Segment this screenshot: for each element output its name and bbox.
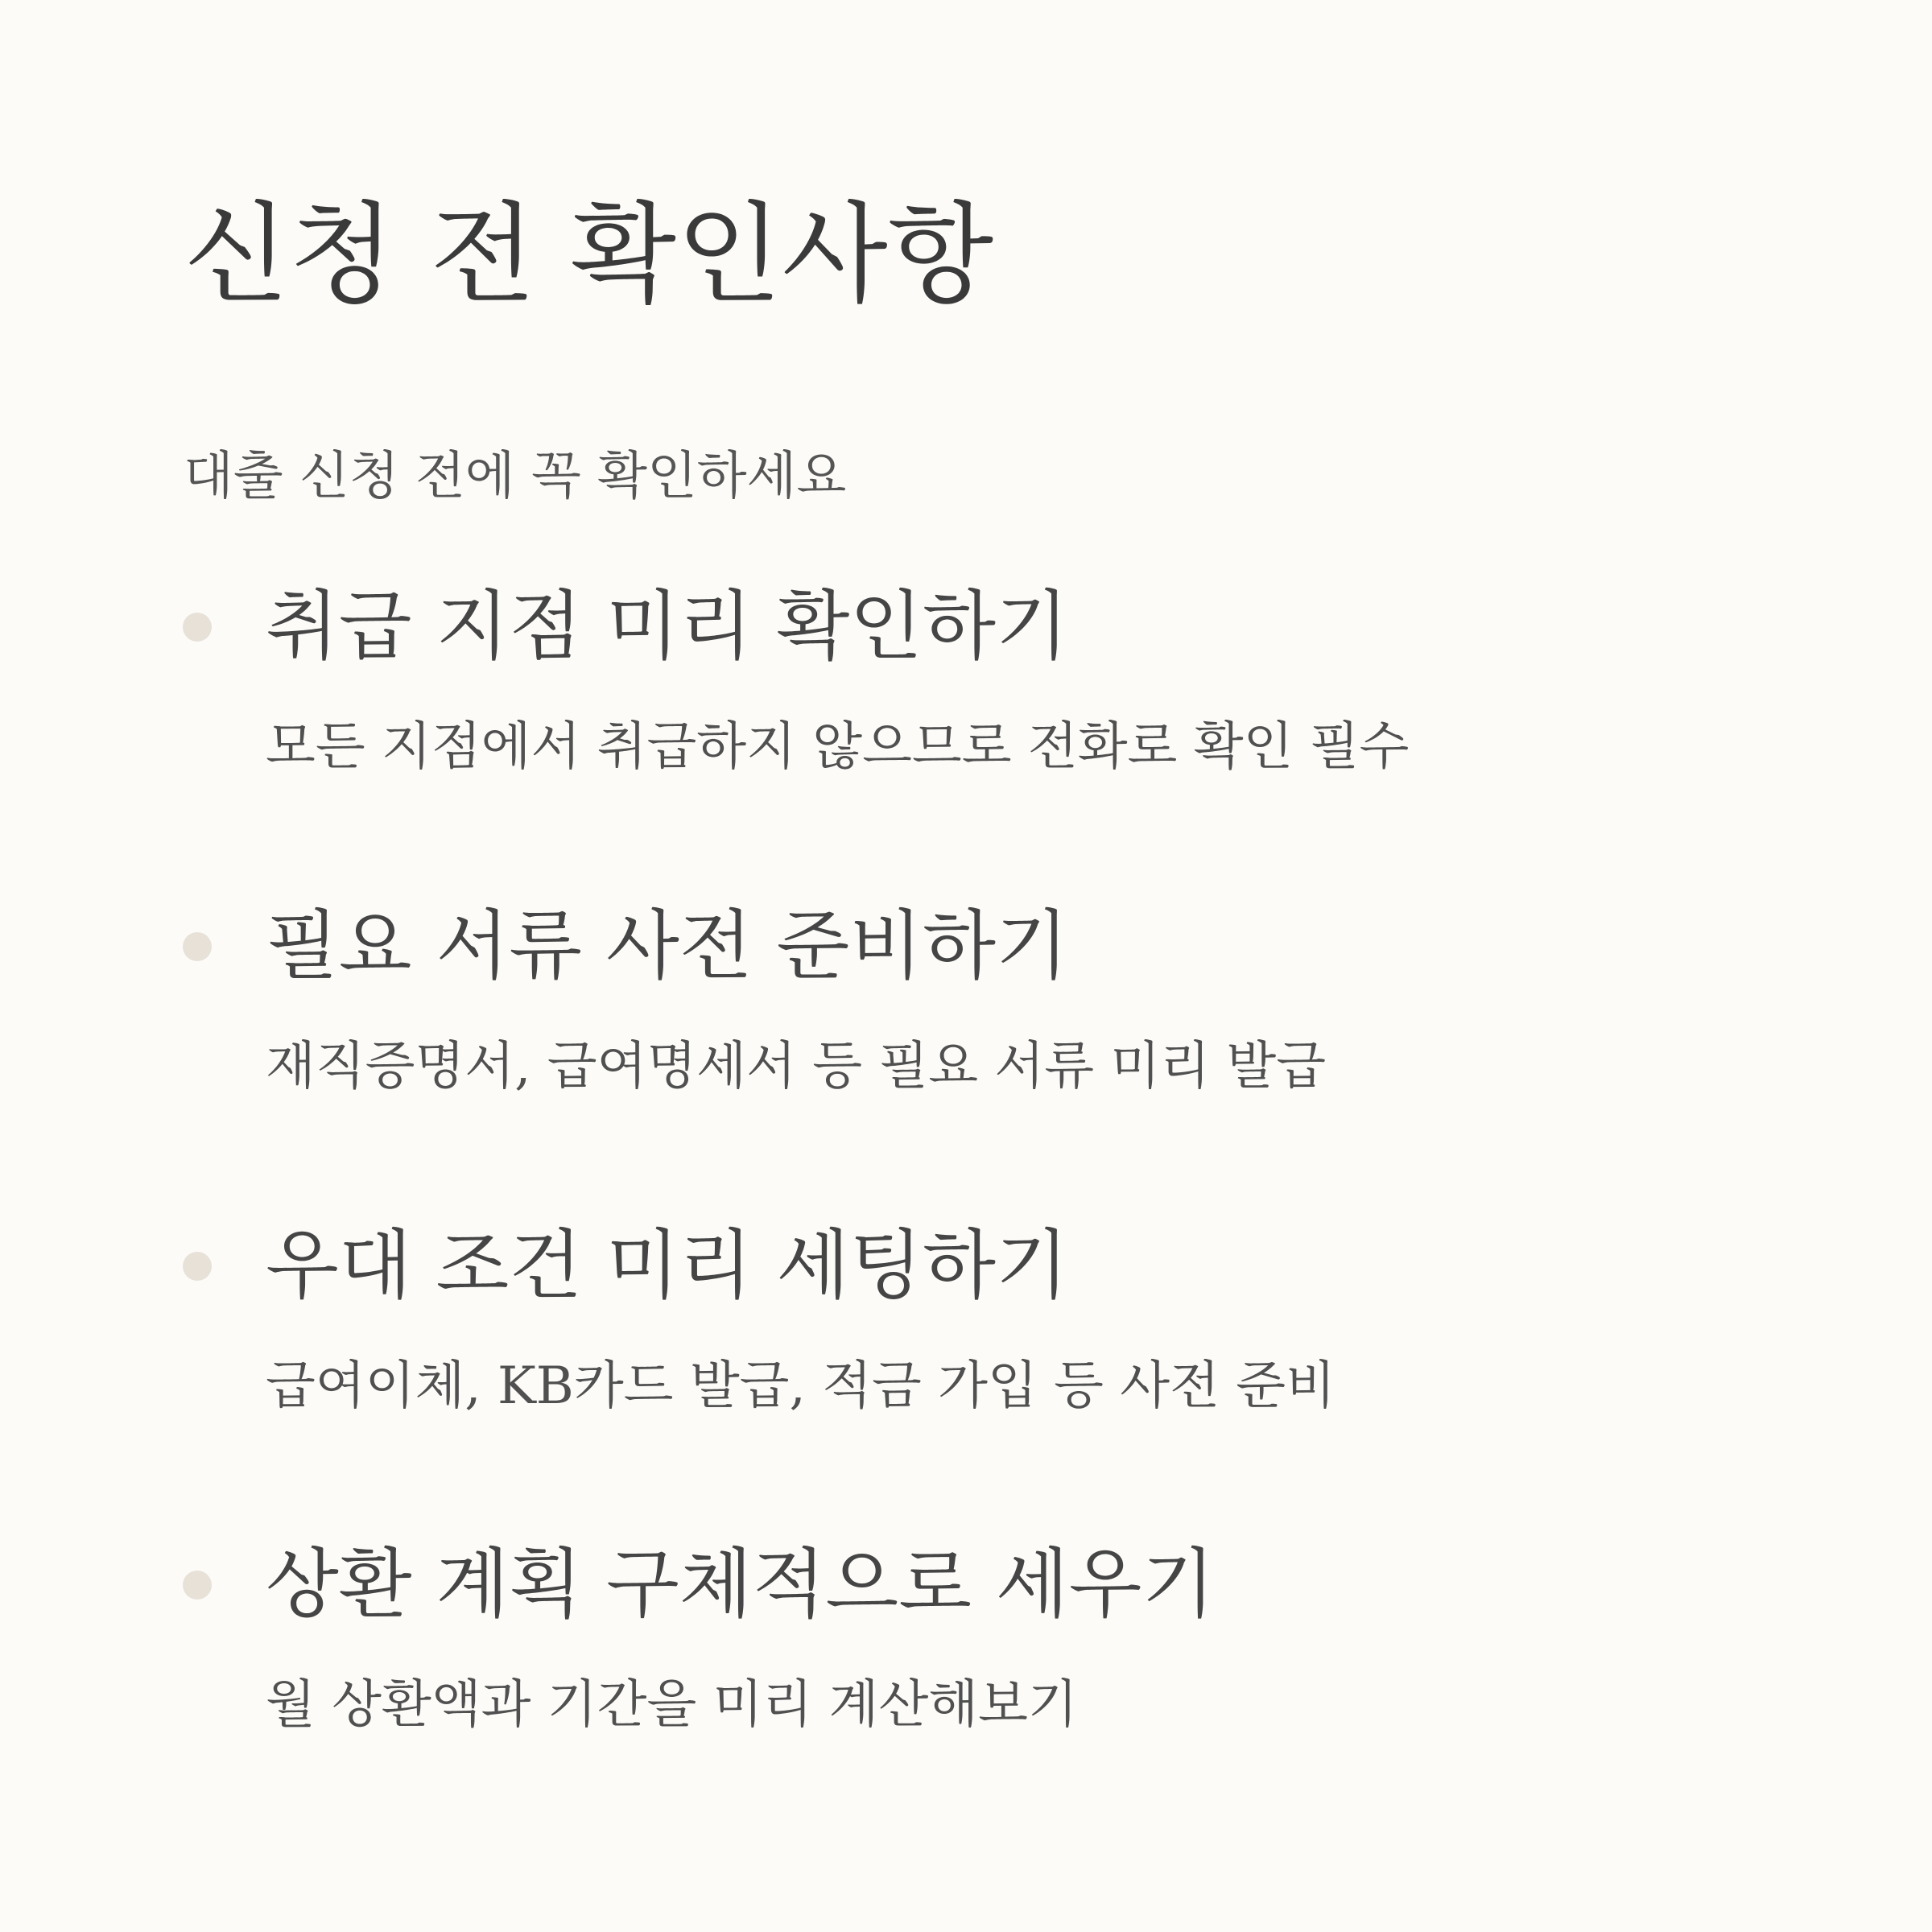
checklist-item-title: 상환 계획 구체적으로 세우기 [266,1541,1216,1629]
checklist-item [0,580,1932,789]
checklist-item-description: 급여이체, KB카드 발급, 적금 가입 등 사전 준비 [266,1356,1335,1416]
checklist-item [0,1538,1932,1747]
page-title: 신청 전 확인사항 [184,192,994,319]
checklist-item [0,1219,1932,1428]
bullet-dot-icon [183,613,212,642]
bullet-dot-icon [183,1252,212,1281]
bullet-dot-icon [183,932,212,961]
page-subtitle: 대출 신청 전에 꼭 확인하세요 [184,447,847,506]
checklist-item-title: 우대 조건 미리 세팅하기 [266,1222,1069,1310]
checklist-item-title: 필요 서류 사전 준비하기 [266,902,1069,990]
checklist-item [0,899,1932,1108]
checklist-item-title: 취급 지점 미리 확인하기 [266,583,1069,671]
bullet-dot-icon [183,1571,212,1600]
checklist-item-description: 월 상환액과 기간을 미리 계산해보기 [266,1675,1078,1735]
checklist-item-description: 모든 지점에서 취급하지 않으므로 전화로 확인 필수 [266,717,1410,777]
checklist-item-description: 재직증명서, 급여명세서 등 필요 서류 미리 발급 [266,1037,1327,1096]
